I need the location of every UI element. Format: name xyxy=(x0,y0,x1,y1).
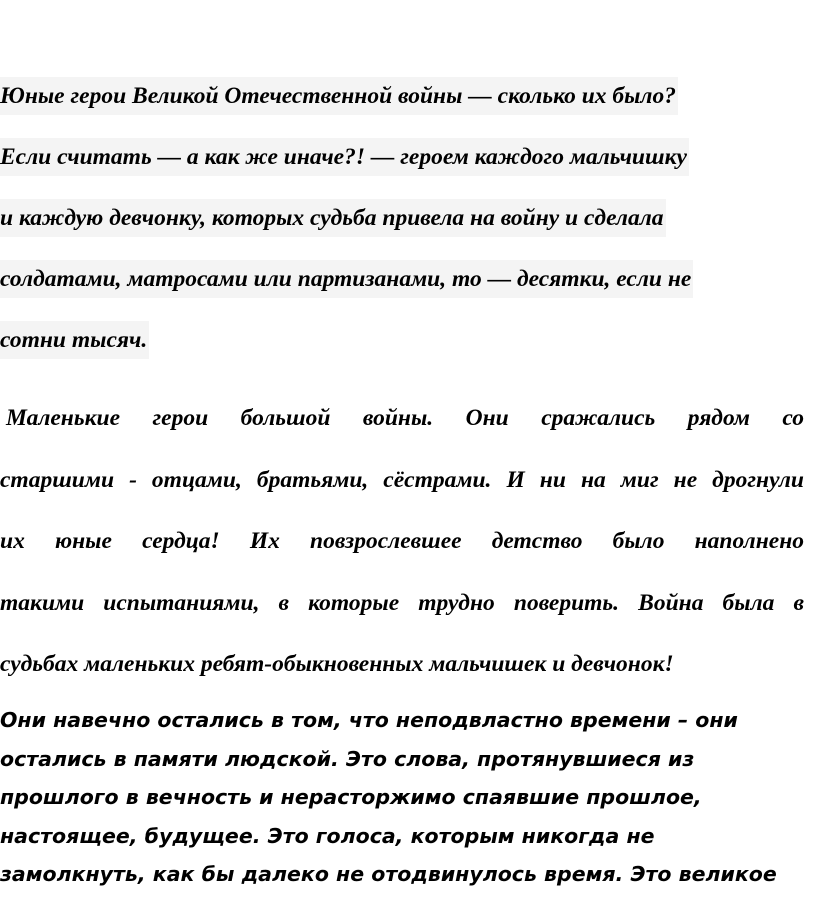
text-line: остались в памяти людской. Это слова, протянувшиеся из xyxy=(0,746,695,771)
text-line: Маленькие герои большой войны. Они сражались рядом со xyxy=(6,405,804,431)
text-line: старшими - отцами, братьями, сёстрами. И ни на миг не дрогнули xyxy=(0,466,804,493)
text-line: прошлого в вечность и нерасторжимо спаявшие прошлое, xyxy=(0,785,702,809)
text-line: их юные сердца! Их повзрослевшее детство было наполнено xyxy=(0,528,804,554)
text-line xyxy=(0,255,816,316)
text-line xyxy=(0,194,816,255)
paragraph-young-heroes-intro xyxy=(0,72,816,377)
text-line: замолкнуть, как бы далеко не отодвинулось время. Это великое xyxy=(0,862,777,886)
text-line: такими испытаниями, в которые трудно поверить. Война была в xyxy=(0,589,804,616)
text-line: настоящее, будущее. Это голоса, которым никогда не xyxy=(0,823,655,848)
text-line-content: Юные герои Великой Отечественной войны — сколько их было? xyxy=(0,77,678,115)
text-line-content: сотни тысяч. xyxy=(0,321,149,359)
text-line-content: солдатами, матросами или партизанами, то — десятки, если не xyxy=(0,260,693,298)
paragraph-eternal-memory xyxy=(0,701,816,894)
text-line xyxy=(0,316,816,377)
text-line xyxy=(0,133,816,194)
text-line xyxy=(0,72,816,133)
text-line: Они навечно остались в том, что неподвластно времени – они xyxy=(0,708,738,732)
paragraph-little-heroes xyxy=(0,388,804,696)
text-line-content: Если считать — а как же иначе?! — героем каждого мальчишку xyxy=(0,138,689,176)
text-line-content: и каждую девчонку, которых судьба привела на войну и сделала xyxy=(0,199,666,237)
text-line: судьбах маленьких ребят-обыкновенных мальчишек и девчонок! xyxy=(0,651,674,677)
